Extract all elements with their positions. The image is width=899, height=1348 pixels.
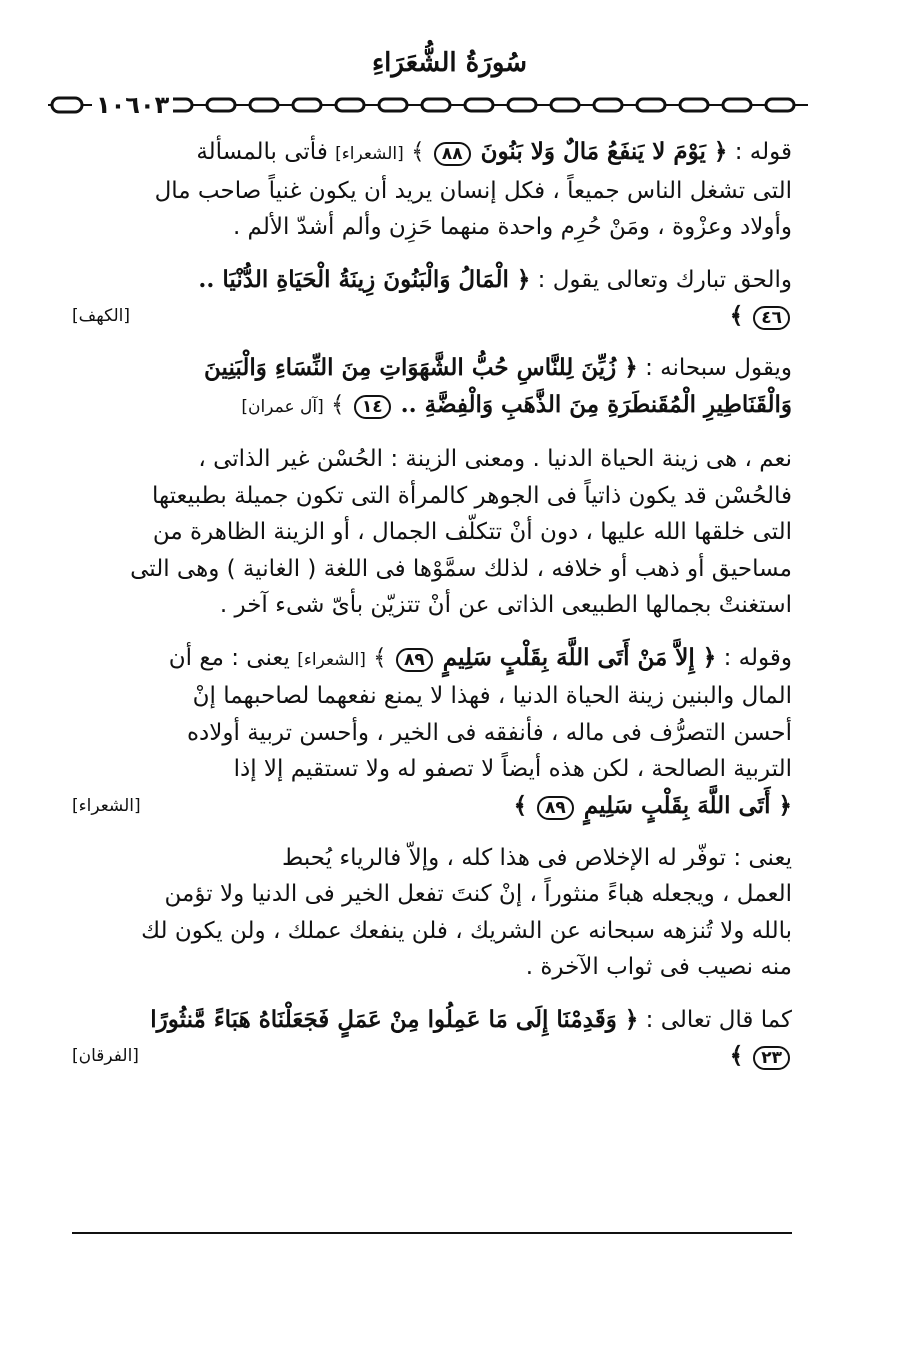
surah-reference: [آل عمران] (241, 396, 324, 417)
body-text: استغنتْ بجمالها الطبيعى الذاتى عن أنْ تتزيّن بأىّ شىء آخر . (219, 592, 792, 618)
surah-reference: [الشعراء] (297, 649, 366, 670)
quran-verse: ﴿ أَتَى اللَّهَ بِقَلْبٍ سَلِيمٍ (575, 791, 792, 819)
text-line (72, 350, 792, 387)
ayah-number: ٤٦ (753, 306, 790, 330)
text-line (72, 209, 792, 246)
body-text: ويقول سبحانه : (637, 355, 792, 381)
body-text: ﴾ (323, 391, 352, 418)
ayah-number: ٢٣ (753, 1046, 790, 1070)
ornament-oval (594, 99, 622, 111)
text-line (72, 478, 792, 515)
text-line (72, 173, 792, 210)
verse-ending-line (72, 1038, 792, 1074)
quran-verse: ﴿ وَقَدِمْنَا إِلَى مَا عَمِلُوا مِنْ عَمَلٍ فَجَعَلْنَاهُ هَبَاءً مَّنثُورًا (150, 1005, 639, 1033)
paragraph (72, 262, 792, 335)
body-text: فالحُسْن قد يكون ذاتياً فى الجوهر كالمرأة التى تكون جميلة بطبيعتها (151, 482, 792, 509)
text-line (72, 587, 792, 624)
ornament-oval (465, 99, 493, 111)
text-line (72, 387, 792, 426)
body-text: مساحيق أو ذهب أو خلافه ، لذلك سمَّوْها فى اللغة ( الغانية ) وهى التى (130, 555, 792, 582)
quran-verse: ﴿ زُيِّنَ لِلنَّاسِ حُبُّ الشَّهَوَاتِ مِنَ النِّسَاءِ وَالْبَنِينَ (204, 354, 638, 381)
text-line (72, 678, 792, 715)
ornament-oval (379, 99, 407, 111)
paragraph (72, 350, 792, 425)
ornament-oval (293, 99, 321, 111)
ornament-oval (680, 99, 708, 111)
ayah-number: ١٤ (354, 395, 391, 419)
verse-ending (514, 788, 792, 824)
body-text: يعنى : توفّر له الإخلاص فى هذا كله ، وإلاّ فالرياء يُحبط (282, 844, 792, 871)
ornament-oval (52, 98, 82, 112)
surah-reference: [الشعراء] (72, 795, 141, 816)
ornament-oval (250, 99, 278, 111)
ornament-oval (508, 99, 536, 111)
text-line (72, 551, 792, 588)
paragraph (72, 134, 792, 246)
body-text: وأولاد وعزْوة ، ومَنْ حُرِم واحدة منهما حَزِن وألم أشدّ الألم . (232, 214, 792, 240)
paragraph (72, 1002, 792, 1075)
body-text: ﴾ (365, 644, 394, 671)
page-body (72, 134, 792, 1090)
text-line (72, 913, 792, 950)
body-text: بالله ولا تُنزهه سبحانه عن الشريك ، فلن ينفعك عملك ، ولن يكون لك (141, 917, 792, 944)
ornament-oval (422, 99, 450, 111)
text-line (72, 840, 792, 877)
quran-verse: ﴿ إِلاَّ مَنْ أَتَى اللَّهَ بِقَلْبٍ سَلِيمٍ (434, 643, 717, 671)
quran-verse: ﴿ الْمَالُ وَالْبَنُونَ زِينَةُ الْحَيَاةِ الدُّنْيَا .. (198, 265, 531, 293)
verse-bracket: ﴾ (729, 1042, 752, 1069)
text-line (72, 1002, 792, 1039)
text-line (72, 949, 792, 986)
body-text: نعم ، هى زينة الحياة الدنيا . ومعنى الزينة : الحُسْن غير الذاتى ، (198, 446, 792, 472)
surah-reference: [الكهف] (72, 306, 130, 326)
ornament-oval (766, 99, 794, 111)
body-text: منه نصيب فى ثواب الآخرة . (525, 954, 792, 980)
text-line (72, 640, 792, 679)
body-text: التى خلقها الله عليها ، دون أنْ تتكلّف الجمال ، أو الزينة الظاهرة من (152, 519, 792, 545)
body-text: المال والبنين زينة الحياة الدنيا ، فهذا لا يمنع نفعهما لصاحبهما إنْ (192, 683, 792, 709)
verse-bracket: ﴾ (729, 302, 752, 329)
quran-verse: وَالْقَنَاطِيرِ الْمُقَنطَرَةِ مِنَ الذَّهَبِ وَالْفِضَّةِ .. (392, 390, 792, 418)
body-text: التربية الصالحة ، لكن هذه أيضاً لا تصفو له ولا تستقيم إلا إذا (233, 756, 792, 782)
verse-ending (730, 298, 792, 334)
text-line (72, 751, 792, 788)
ayah-number: ٨٨ (434, 142, 471, 166)
body-text: وقوله : (716, 644, 792, 671)
ornament-oval (551, 99, 579, 111)
body-text: يعنى : مع أن (168, 644, 298, 671)
text-line (72, 715, 792, 752)
body-text: والحق تبارك وتعالى يقول : (530, 266, 792, 293)
ornament-oval (336, 99, 364, 111)
body-text: التى تشغل الناس جميعاً ، فكل إنسان يريد أن يكون غنياً صاحب مال (154, 177, 792, 204)
ayah-number: ٨٩ (396, 648, 433, 672)
verse-ending-line (72, 298, 792, 334)
body-text: العمل ، ويجعله هباءً منثوراً ، إنْ كنتَ تفعل الخير فى الدنيا ولا تؤمن (164, 881, 792, 907)
body-text: أحسن التصرُّف فى ماله ، فأنفقه فى الخير ، وأحسن تربية أولاده (186, 719, 792, 746)
verse-ending-line (72, 788, 792, 824)
paragraph (72, 441, 792, 624)
body-text: كما قال تعالى : (638, 1006, 792, 1033)
footer-rule (72, 1232, 792, 1234)
text-line (72, 514, 792, 551)
text-line (72, 134, 792, 173)
ornament-oval (637, 99, 665, 111)
surah-reference: [الفرقان] (72, 1046, 139, 1066)
surah-reference: [الشعراء] (335, 144, 404, 164)
quran-verse: ﴿ يَوْمَ لا يَنفَعُ مَالٌ وَلا بَنُونَ (472, 138, 728, 165)
body-text: ﴾ (403, 139, 432, 165)
ornament-oval (207, 99, 235, 111)
surah-title: سُورَةُ الشُّعَرَاءِ (371, 48, 528, 78)
paragraph (72, 640, 792, 824)
text-line (72, 262, 792, 299)
body-text: فأتى بالمسألة (196, 139, 336, 165)
body-text: قوله : (727, 139, 792, 165)
text-line (72, 876, 792, 913)
verse-bracket: ﴾ (513, 791, 536, 819)
paragraph (72, 840, 792, 986)
page-number: ١٠٦٠٣ (92, 90, 173, 120)
ornament-oval (723, 99, 751, 111)
verse-ending (730, 1038, 792, 1074)
text-line (72, 441, 792, 478)
ayah-number: ٨٩ (537, 796, 574, 820)
